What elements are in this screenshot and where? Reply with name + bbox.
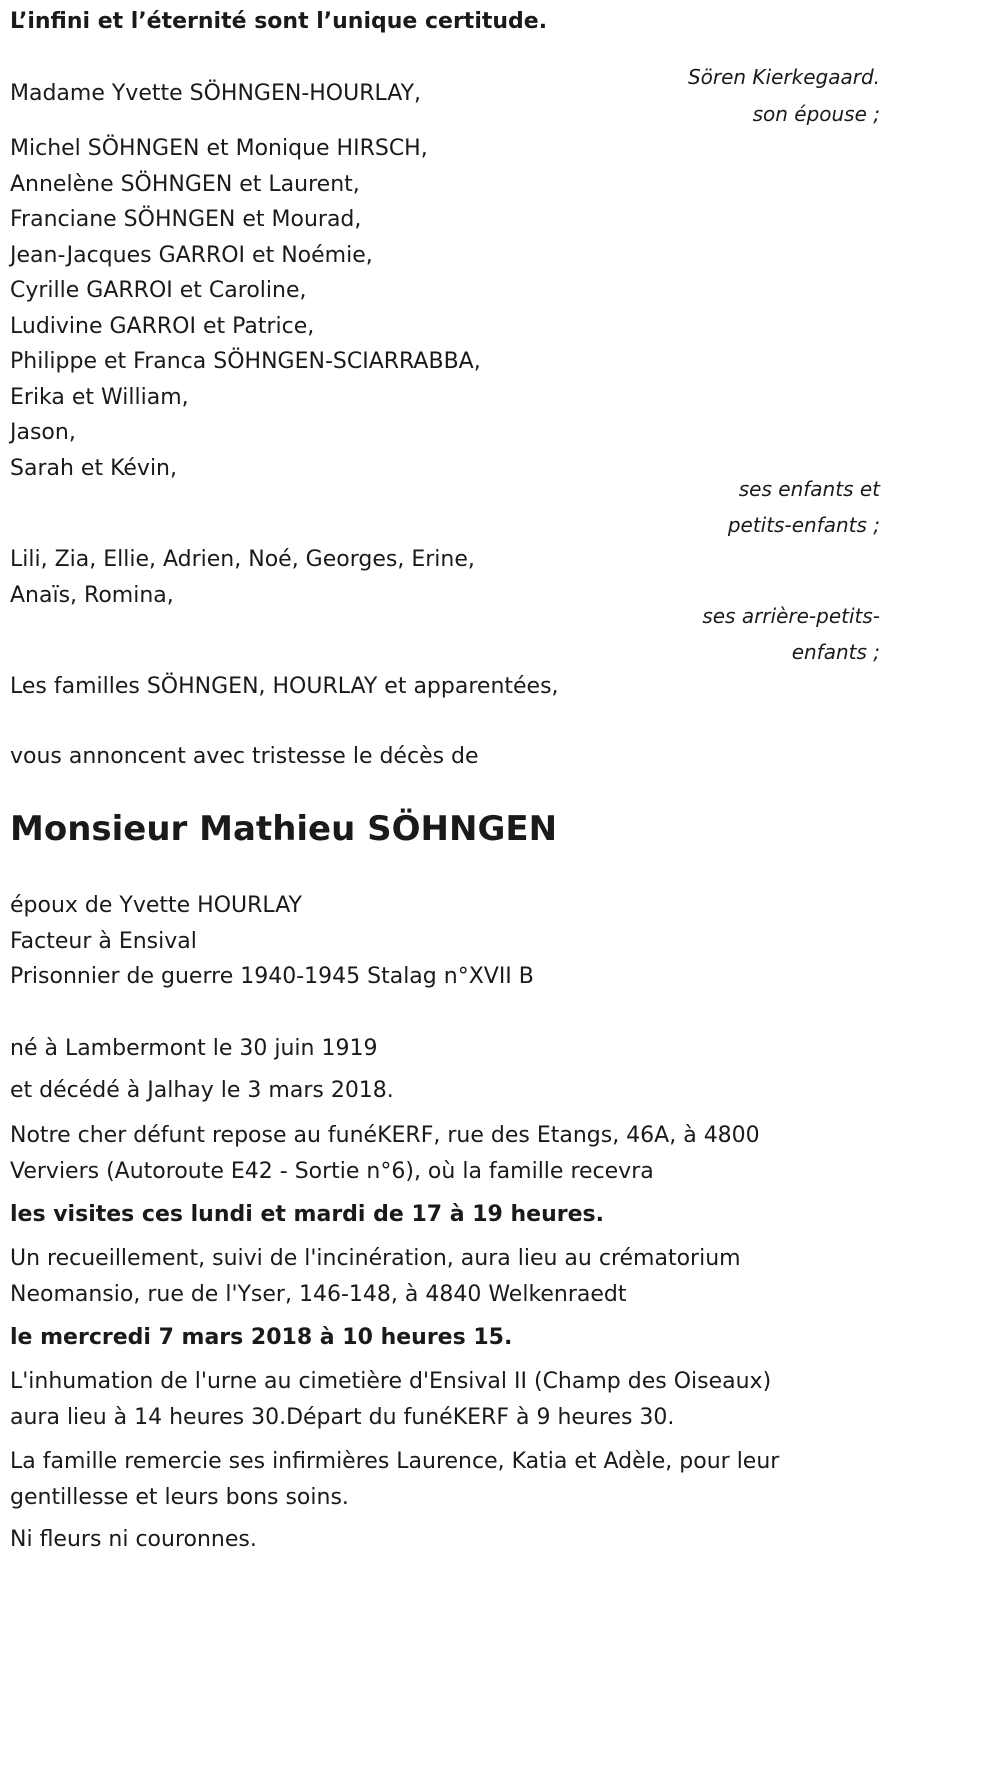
detail-prisoner: Prisonnier de guerre 1940-1945 Stalag n°XVII B	[10, 964, 534, 989]
list-item: Lili, Zia, Ellie, Adrien, Noé, Georges, Erine,	[10, 547, 475, 572]
list-item: Ludivine GARROI et Patrice,	[10, 313, 315, 339]
detail-occupation: Facteur à Ensival	[10, 928, 197, 954]
list-item: Sarah et Kévin,	[10, 455, 177, 481]
list-item: Michel SÖHNGEN et Monique HIRSCH,	[10, 136, 428, 161]
birth-line: né à Lambermont le 30 juin 1919	[10, 1036, 378, 1061]
great-grandchildren-role: ses arrière-petits- enfants ;	[702, 604, 880, 664]
ceremony-paragraph: Un recueillement, suivi de l'incinération, aura lieu au crématorium Neomansio, rue de l'Yser, 146-148, à 4840 Welkenraedt	[10, 1246, 741, 1307]
list-item: Philippe et Franca SÖHNGEN-SCIARRABBA,	[10, 349, 481, 374]
list-item: Jean-Jacques GARROI et Noémie,	[10, 242, 373, 268]
list-item: Franciane SÖHNGEN et Mourad,	[10, 207, 362, 232]
deceased-name: Monsieur Mathieu SÖHNGEN	[10, 809, 558, 849]
list-item: Cyrille GARROI et Caroline,	[10, 278, 307, 303]
thanks-paragraph: La famille remercie ses infirmières Laurence, Katia et Adèle, pour leur gentillesse et leurs bons soins.	[10, 1449, 780, 1510]
families-line: Les familles SÖHNGEN, HOURLAY et apparentées,	[10, 674, 559, 699]
list-item: Anaïs, Romina,	[10, 582, 174, 608]
wife-name: Madame Yvette SÖHNGEN-HOURLAY,	[10, 81, 422, 106]
deceased-details	[10, 888, 534, 995]
detail-spouse: époux de Yvette HOURLAY	[10, 893, 302, 918]
burial-paragraph: L'inhumation de l'urne au cimetière d'Ensival II (Champ des Oiseaux) aura lieu à 14 heures 30.Départ du funéKERF à 9 heures 30.	[10, 1369, 772, 1430]
visits-line: les visites ces lundi et mardi de 17 à 19 heures.	[10, 1202, 604, 1227]
list-item: Annelène SÖHNGEN et Laurent,	[10, 171, 360, 197]
no-flowers-line: Ni fleurs ni couronnes.	[10, 1527, 257, 1552]
announce-line: vous annoncent avec tristesse le décès de	[10, 744, 479, 769]
list-item: Erika et William,	[10, 384, 189, 410]
death-line: et décédé à Jalhay le 3 mars 2018.	[10, 1078, 394, 1103]
repose-paragraph: Notre cher défunt repose au funéKERF, rue des Etangs, 46A, à 4800 Verviers (Autoroute E42 - Sortie n°6), où la famille recevra	[10, 1123, 760, 1184]
list-item: Jason,	[10, 420, 76, 445]
wife-role: son épouse ;	[752, 102, 880, 126]
ceremony-date: le mercredi 7 mars 2018 à 10 heures 15.	[10, 1325, 513, 1350]
children-role: ses enfants et petits-enfants ;	[727, 477, 880, 537]
great-grandchildren-list	[10, 542, 475, 613]
epigraph-quote: L’infini et l’éternité sont l’unique certitude.	[10, 9, 548, 34]
epigraph-author: Sören Kierkegaard.	[687, 65, 880, 89]
children-list	[10, 131, 481, 486]
